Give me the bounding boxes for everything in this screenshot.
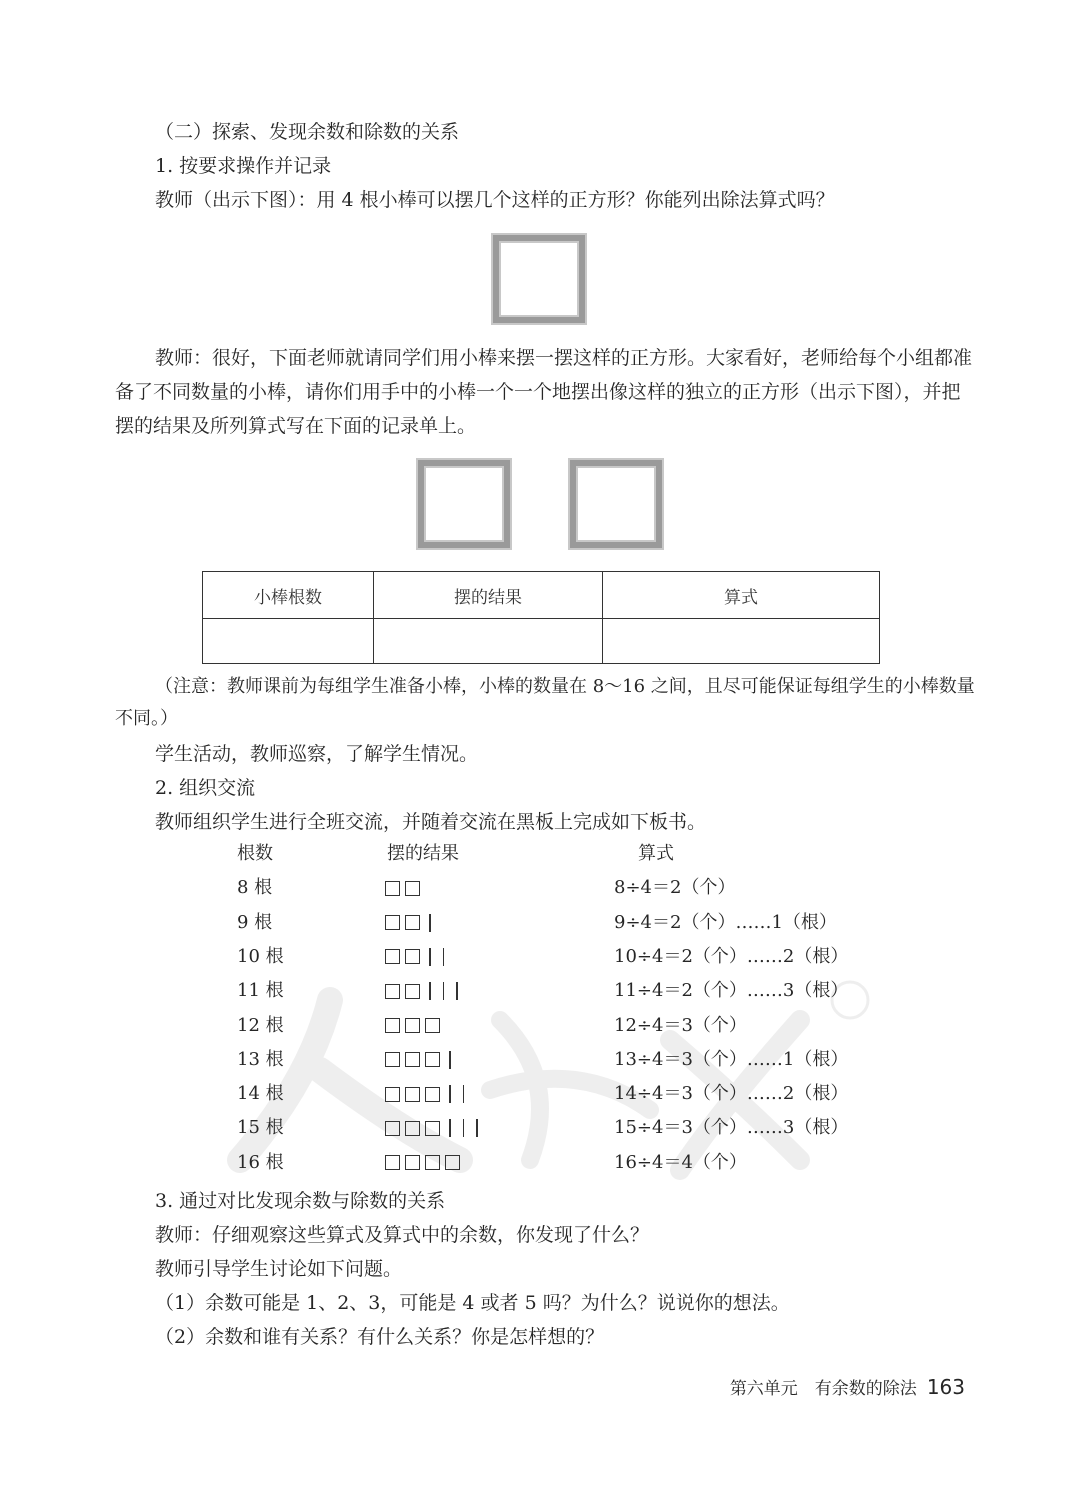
section-heading: （二）探索、发现余数和除数的关系 <box>155 121 460 143</box>
board-header-count: 根数 <box>237 843 273 864</box>
board-header-result: 摆的结果 <box>387 843 459 864</box>
publisher-watermark <box>200 960 880 1180</box>
board-equation: 16÷4＝4（个） <box>614 1151 747 1173</box>
record-header-result: 摆的结果 <box>374 572 603 619</box>
note-text: （注意：教师课前为每组学生准备小棒，小棒的数量在 8～16 之间，且尽可能保证每组学生的小棒数量不同。） <box>115 676 975 729</box>
board-equation: 11÷4＝2（个）……3（根） <box>614 980 849 1002</box>
square-mark <box>385 881 400 896</box>
square-figure-left <box>418 460 510 548</box>
record-cell-equation <box>603 619 880 664</box>
board-header-equation: 算式 <box>638 843 674 864</box>
board-count: 8 根 <box>237 877 273 899</box>
step3-title: 3. 通过对比发现余数与除数的关系 <box>155 1190 446 1212</box>
square-mark <box>405 915 420 930</box>
board-count: 16 根 <box>237 1151 284 1173</box>
board-equation: 15÷4＝3（个）……3（根） <box>614 1117 849 1139</box>
page-footer <box>730 1374 965 1399</box>
board-count: 15 根 <box>237 1117 284 1139</box>
teacher-question-2: 教师：仔细观察这些算式及算式中的余数，你发现了什么？ <box>155 1224 650 1246</box>
teacher-paragraph: 教师：很好，下面老师就请同学们用小棒来摆一摆这样的正方形。大家看好，老师给每个小组都准备了不同数量的小棒，请你们用手中的小棒一个一个地摆出像这样的独立的正方形（出示下图），并把摆的结果及所列算式写在下面的记录单上。 <box>115 347 973 437</box>
guide-text: 教师引导学生讨论如下问题。 <box>155 1258 403 1280</box>
record-header-equation: 算式 <box>603 572 880 619</box>
board-row <box>0 874 1080 902</box>
record-table-header <box>203 572 880 619</box>
question-1: （1）余数可能是 1、2、3，可能是 4 或者 5 吗？为什么？说说你的想法。 <box>155 1292 790 1314</box>
teacher-question-1: 教师（出示下图）：用 4 根小棒可以摆几个这样的正方形？你能列出除法算式吗？ <box>155 189 835 211</box>
board-equation: 13÷4＝3（个）……1（根） <box>614 1048 849 1070</box>
record-table-row <box>203 619 880 664</box>
question-2: （2）余数和谁有关系？有什么关系？你是怎样想的？ <box>155 1326 605 1348</box>
activity-text: 学生活动，教师巡察，了解学生情况。 <box>155 743 479 765</box>
record-cell-result <box>374 619 603 664</box>
square-figure-single <box>493 235 585 323</box>
square-mark <box>385 915 400 930</box>
board-equation: 12÷4＝3（个） <box>614 1014 747 1036</box>
board-count: 10 根 <box>237 945 284 967</box>
square-mark <box>405 881 420 896</box>
board-count: 12 根 <box>237 1014 284 1036</box>
board-equation: 14÷4＝3（个）……2（根） <box>614 1083 849 1105</box>
board-result <box>385 874 425 902</box>
board-count: 14 根 <box>237 1083 284 1105</box>
record-header-sticks: 小棒根数 <box>203 572 374 619</box>
page-number: 163 <box>926 1375 965 1399</box>
stick-mark <box>429 914 431 932</box>
board-row <box>0 909 1080 937</box>
board-result <box>385 909 439 937</box>
board-count: 13 根 <box>237 1048 284 1070</box>
board-equation: 10÷4＝2（个）……2（根） <box>614 945 849 967</box>
record-table <box>202 571 880 664</box>
record-cell-sticks <box>203 619 374 664</box>
board-count: 11 根 <box>237 980 284 1002</box>
unit-title: 第六单元 有余数的除法 <box>729 1379 917 1399</box>
step2-title: 2. 组织交流 <box>155 777 256 799</box>
board-count: 9 根 <box>237 911 273 933</box>
exchange-text: 教师组织学生进行全班交流，并随着交流在黑板上完成如下板书。 <box>155 811 707 833</box>
board-header <box>0 840 1080 868</box>
board-equation: 8÷4＝2（个） <box>614 877 736 899</box>
board-equation: 9÷4＝2（个）……1（根） <box>614 911 837 933</box>
step1-title: 1. 按要求操作并记录 <box>155 155 332 177</box>
square-figure-right <box>570 460 662 548</box>
